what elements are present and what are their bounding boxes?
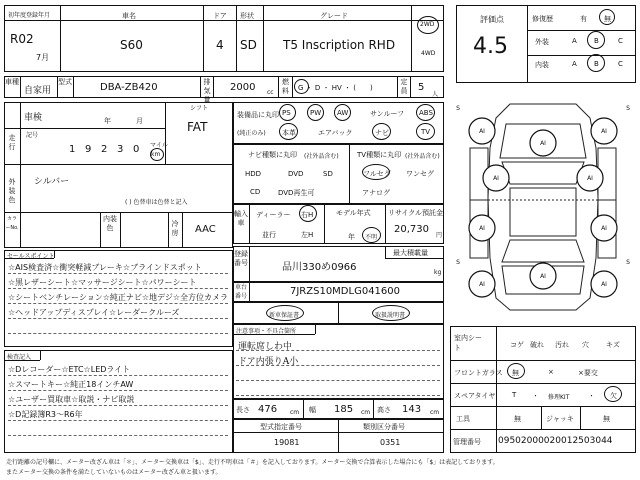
year-label: 初年度登録年月 — [8, 12, 51, 19]
sales-point-label: セールスポイント — [7, 253, 55, 260]
model-label: 型式 — [58, 78, 72, 86]
spare-kit: 修理KIT — [548, 394, 570, 401]
navi-hdd: HDD — [245, 170, 262, 178]
car-diagram — [450, 88, 636, 324]
tv-note: (社外品含む) — [405, 153, 440, 160]
notes-line-1: 運転席しわ中 — [238, 342, 293, 352]
type-no-label: 型式指定番号 — [260, 423, 302, 431]
spare-missing: 欠 — [610, 392, 617, 400]
type-no-value: 19081 — [274, 438, 300, 447]
s-label-1: S — [456, 105, 460, 112]
model-year-year: 年 — [348, 233, 355, 241]
windshield-x: × — [548, 368, 554, 376]
mark-label-9: AI — [479, 281, 485, 288]
inspect-line-3: ☆ユーザー買取車☆取説・ナビ取説 — [8, 395, 135, 404]
mileage-label: 走行 — [8, 134, 16, 151]
dims-height-unit: cm — [430, 409, 440, 416]
windshield-replace: ×要交 — [578, 369, 598, 377]
dims-width: 185 — [334, 404, 354, 415]
inspect-line-2: ☆スマートキー☆純正18インチAW — [8, 380, 134, 389]
inspect-line-4: ☆D記録簿R3〜R6年 — [8, 410, 83, 419]
rear-window — [502, 240, 584, 262]
jack-value: 無 — [603, 415, 610, 423]
roof — [510, 188, 576, 236]
shape-label: 形状 — [240, 12, 254, 20]
dims-length-unit: cm — [290, 409, 300, 416]
model-value: DBA-ZB420 — [100, 82, 158, 93]
mileage-note-label: 記号 — [26, 132, 39, 139]
sales-line-1: ☆AIS検査済☆衝突軽減ブレーキ☆ブラインドスポット — [8, 263, 202, 272]
left-side — [470, 148, 488, 258]
reg-value: 自家用 — [24, 86, 52, 96]
int-color-label: 内装色 — [103, 215, 117, 232]
equipment-sub: (純正のみ) — [237, 130, 266, 137]
repair-label: 修復歴 — [532, 15, 553, 23]
s-label-2: S — [626, 105, 630, 112]
navi-note: (社外品含む) — [304, 153, 339, 160]
class-no-value: 0351 — [380, 438, 401, 447]
color-no-label: カラーNo. — [5, 216, 19, 231]
exterior-b-circle — [587, 31, 605, 49]
interior-b-circle — [587, 54, 605, 72]
navi-label: ナビ種類に丸印 — [248, 151, 297, 159]
max-load-unit: kg — [434, 269, 442, 276]
tools-label: 工具 — [456, 415, 470, 423]
displacement-unit: cc — [267, 89, 274, 96]
import-right: 右H — [301, 211, 314, 219]
recycle-unit: 円 — [436, 232, 443, 239]
exterior-label: 外装 — [535, 38, 549, 46]
notes-line-2: ドア内張りA小 — [238, 357, 299, 367]
model-year-unknown: 不明 — [365, 234, 378, 241]
exterior-a: A — [572, 37, 577, 45]
class-no-label: 類別区分番号 — [363, 423, 405, 431]
import-dealer: ディーラー — [256, 211, 291, 219]
navi-dvd: DVD — [288, 170, 304, 178]
equip-abs: ABS — [419, 109, 433, 117]
equip-tv: TV — [421, 128, 431, 136]
equipment-label: 装備品に丸印 — [237, 111, 279, 119]
dims-width-label: 幅 — [309, 406, 316, 414]
mark-label-7: AI — [601, 225, 607, 232]
color-label: 外装色 — [8, 178, 16, 204]
capacity-value: 5 — [418, 82, 425, 93]
vin-value: 7JRZS10MDLG041600 — [290, 286, 401, 297]
capacity-label: 定員 — [400, 78, 408, 95]
navi-sd: SD — [323, 170, 333, 178]
sales-line-2: ☆黒レザーシート☆マッサージシート☆パワーシート — [8, 278, 197, 287]
doors-value: 4 — [216, 38, 224, 52]
interior-a: A — [572, 60, 577, 68]
dims-length-label: 長さ — [236, 406, 250, 414]
shift-value: FAT — [187, 120, 208, 134]
grade-value: T5 Inscription RHD — [283, 38, 396, 52]
notes-label: 注意事項・不具合箇所 — [236, 328, 297, 335]
mgmt-label: 管理番号 — [453, 438, 481, 446]
equip-airbag: エアバック — [318, 129, 353, 137]
max-load-label: 最大積載量 — [393, 249, 428, 257]
seat-item-5: キズ — [606, 341, 620, 349]
interior-c: C — [618, 60, 623, 68]
spare-label: スペアタイヤ — [454, 392, 496, 400]
seat-item-2: 破れ — [530, 341, 544, 349]
import-label: 輸入車 — [234, 210, 248, 227]
spare-t: T — [512, 391, 517, 399]
equip-leather: 本革 — [282, 129, 296, 137]
footer-line-1: 走行距離の記号欄に、メーター改ざん車は「＊」、メーター交換車は「$」、走行不明車は「＃」を記入しております。メーター交換で合算表示した場合にも「$」は表記しております。 — [6, 459, 499, 466]
mark-label-6: AI — [479, 225, 485, 232]
windshield — [502, 162, 584, 184]
spare-missing-circle — [604, 386, 622, 402]
navi-dvd-play: DVD再生可 — [278, 189, 315, 197]
mileage-km: km — [151, 151, 161, 158]
model-year-label: モデル年式 — [336, 209, 371, 217]
grade-label: グレード — [320, 12, 348, 20]
inspect-record-label: 検査記入 — [7, 354, 32, 361]
tv-oneseg: ワンセグ — [406, 170, 434, 178]
vin-label: 車台番号 — [234, 284, 247, 300]
interior-b: B — [594, 60, 599, 68]
mark-label-10: AI — [601, 281, 607, 288]
repair-no-circle — [599, 9, 615, 25]
color-value: シルバー — [34, 177, 70, 187]
shape-value: SD — [240, 38, 257, 52]
drive-2wd: 2WD — [420, 21, 435, 28]
inspect-line-1: ☆Dレコーダー☆ETC☆LEDライト — [8, 365, 131, 374]
mileage-d5: 0 — [133, 144, 140, 155]
s-label-4: S — [626, 259, 630, 266]
interior-label: 内装 — [535, 61, 549, 69]
recycle-label: リサイクル預託金 — [388, 209, 444, 217]
spare-dot-2: ・ — [588, 392, 595, 400]
fuel-options: G ・ D ・ HV ・ ( ) — [298, 84, 373, 92]
mileage-d4: 3 — [117, 144, 124, 155]
mileage-d1: 1 — [69, 144, 76, 155]
exterior-b: B — [594, 37, 599, 45]
mileage-d3: 2 — [101, 144, 108, 155]
capacity-unit: 人 — [432, 91, 439, 98]
navi-cd: CD — [250, 188, 261, 196]
jack-label: ジャッキ — [546, 415, 574, 423]
inspection-year: 年 — [104, 117, 111, 125]
grade-box-value: 4.5 — [473, 34, 508, 59]
grade-box-label: 評価点 — [480, 15, 504, 24]
s-label-3: S — [456, 259, 460, 266]
repair-no: 無 — [604, 15, 611, 23]
dims-length: 476 — [258, 404, 278, 415]
year-era: R02 — [10, 32, 34, 46]
equip-ps: PS — [282, 109, 291, 117]
plate-value: 品川330め0966 — [282, 262, 357, 273]
dims-height: 143 — [402, 404, 422, 415]
fuel-g-circle — [294, 79, 309, 94]
exterior-c: C — [618, 37, 623, 45]
equip-aw: AW — [337, 109, 349, 117]
mark-label-5: AI — [587, 175, 593, 182]
car-name: S60 — [120, 38, 143, 52]
name-label: 車名 — [122, 12, 136, 20]
ac-value: AAC — [195, 224, 216, 235]
room-seat-label: 室内シート — [454, 334, 482, 352]
repair-yes: 有 — [580, 15, 587, 23]
seat-item-4: 穴 — [582, 341, 589, 349]
mark-label-8: AI — [540, 273, 546, 280]
displacement-label: 排気量 — [203, 78, 211, 104]
doors-label: ドア — [213, 12, 227, 20]
mgmt-value: 09502000020012503044 — [498, 436, 613, 446]
inspection-label: 車検 — [24, 113, 43, 123]
plate-label: 登録番号 — [234, 250, 248, 267]
seat-item-3: 汚れ — [555, 341, 569, 349]
inspection-month: 月 — [136, 117, 143, 125]
windshield-none: 無 — [512, 369, 519, 377]
mark-label-1: AI — [479, 128, 485, 135]
equip-pw: PW — [310, 109, 322, 117]
equip-sunroof: サンルーフ — [370, 110, 405, 118]
ac-label: 冷房 — [171, 220, 179, 237]
manual-book: 取扱説明書 — [375, 312, 406, 319]
mark-label-3: AI — [540, 140, 546, 147]
seat-item-1: コゲ — [510, 341, 524, 349]
right-side — [598, 148, 616, 258]
dims-height-label: 高さ — [377, 406, 391, 414]
footer-line-2: またメーター交換の条件を満たしていないものはメーター改ざん車と扱います。 — [6, 469, 222, 476]
mileage-d2: 9 — [85, 144, 92, 155]
recycle-value: 20,730 — [394, 224, 429, 235]
tools-value: 無 — [514, 415, 521, 423]
windshield-label: フロントガラス — [454, 369, 503, 377]
import-left: 左H — [301, 231, 314, 239]
sales-line-4: ☆ヘッドアップディスプレイ☆レーダークルーズ — [8, 308, 180, 317]
year-month: 7月 — [36, 53, 50, 62]
fuel-label: 燃料 — [282, 78, 289, 95]
import-parallel: 並行 — [262, 231, 276, 239]
mileage-unit: マイル — [150, 142, 168, 149]
tv-fullseg: フルセグ — [363, 170, 391, 178]
tv-analog: アナログ — [362, 189, 390, 197]
sales-line-3: ☆シートベンチレーション☆純正ナビ☆地デジ☆全方位カメラ — [8, 293, 229, 302]
color-note: ( ) 色替車は色替と記入 — [125, 199, 188, 206]
manual-warranty: 新車保証書 — [269, 312, 300, 319]
displacement-value: 2000 — [230, 82, 256, 93]
mark-label-2: AI — [601, 128, 607, 135]
equip-navi: ナビ — [375, 129, 389, 137]
mark-label-4: AI — [493, 175, 499, 182]
shift-label: シフト — [190, 105, 209, 112]
tv-label: TV種類に丸印 — [357, 151, 402, 159]
drive-4wd: 4WD — [421, 50, 436, 57]
spare-dot-1: ・ — [532, 392, 539, 400]
dims-width-unit: cm — [361, 409, 371, 416]
reg-label: 車種 — [5, 78, 19, 86]
